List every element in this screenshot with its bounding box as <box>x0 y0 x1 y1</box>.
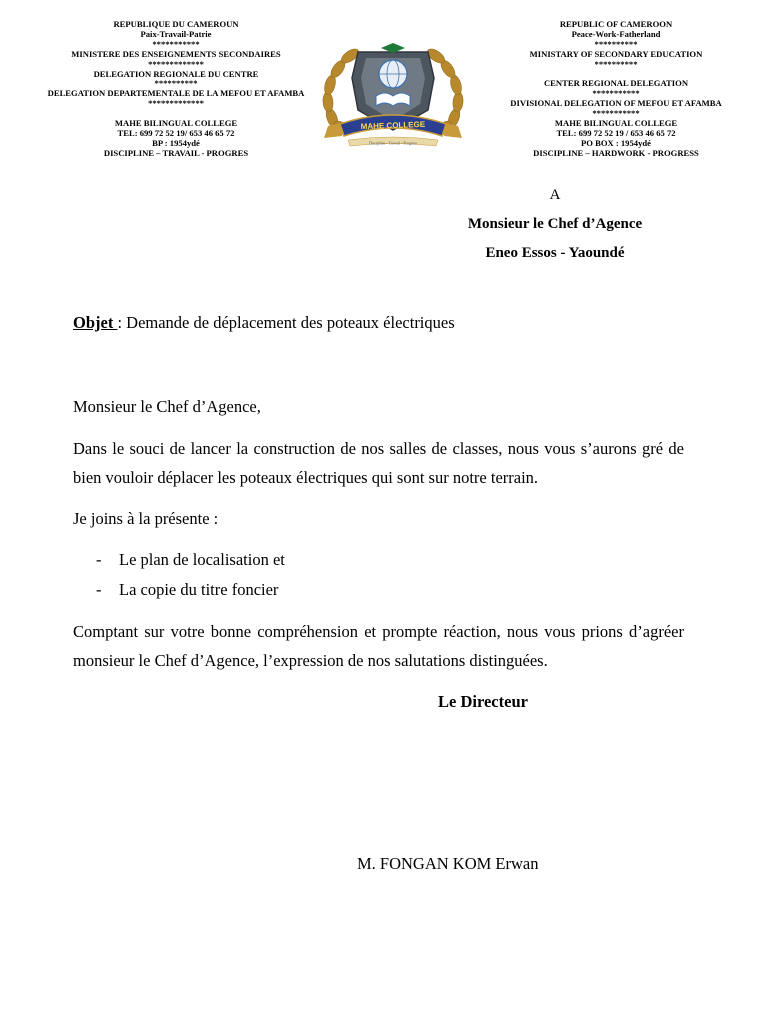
school-phone-en: TEL: 699 72 52 19 / 653 46 65 72 <box>556 127 676 138</box>
regional-delegation-en: CENTER REGIONAL DELEGATION <box>543 78 689 89</box>
list-item <box>96 550 285 570</box>
separator: ************* <box>148 58 204 69</box>
recipient-org: Eneo Essos - Yaoundé <box>485 245 625 261</box>
school-po-box-en: PO BOX : 1954ydé <box>581 137 651 148</box>
ministry-en: MINISTARY OF SECONDARY EDUCATION <box>529 48 703 59</box>
logo-motto-text: Discipline - Travail - Progress <box>368 140 418 146</box>
signatory-name: M. FONGAN KOM Erwan <box>357 854 539 873</box>
motto-fr: Paix-Travail-Patrie <box>140 28 212 39</box>
school-name-en: MAHE BILINGUAL COLLEGE <box>554 118 678 129</box>
recipient-title: Monsieur le Chef d’Agence <box>467 216 643 232</box>
separator: *********** <box>592 88 640 99</box>
separator: *********** <box>152 38 200 49</box>
list-item-text: Le plan de localisation et <box>119 550 285 569</box>
logo-banner-text: MAHE COLLEGE <box>360 119 426 132</box>
header-right <box>468 20 764 159</box>
paragraph-request: Dans le souci de lancer la construction de nos salles de classes, nous vous s’aurons gré de bien vouloir déplacer les poteaux électriques qui sont sur notre terrain. <box>73 439 684 487</box>
school-name-fr: MAHE BILINGUAL COLLEGE <box>114 118 238 129</box>
divisional-delegation-en: DIVISIONAL DELEGATION OF MEFOU ET AFAMBA <box>510 98 722 109</box>
recipient-prefix: A <box>549 187 561 203</box>
separator: ************* <box>148 98 204 109</box>
country-fr: REPUBLIQUE DU CAMEROUN <box>113 19 239 29</box>
list-bullet: - <box>96 580 102 599</box>
school-slogan-en: DISCIPLINE – HARDWORK - PROGRESS <box>533 147 699 158</box>
divisional-delegation-fr: DELEGATION DEPARTEMENTALE DE LA MEFOU ET AFAMBA <box>47 88 305 99</box>
motto-en: Peace-Work-Fatherland <box>571 28 661 39</box>
signatory-role: Le Directeur <box>438 692 528 711</box>
header-left <box>20 20 332 159</box>
school-po-box-fr: BP : 1954ydé <box>152 137 200 148</box>
list-item <box>96 580 278 600</box>
paragraph-closing: Comptant sur votre bonne compréhension et prompte réaction, nous vous prions d’agréer monsieur le Chef d’Agence, l’expression de nos salutations distinguées. <box>73 622 684 670</box>
subject-line <box>73 313 455 333</box>
subject-label: Objet <box>73 313 118 332</box>
separator: ********** <box>594 38 638 49</box>
separator: *********** <box>592 108 640 119</box>
school-phone-fr: TEL: 699 72 52 19/ 653 46 65 72 <box>117 127 235 138</box>
ministry-fr: MINISTERE DES ENSEIGNEMENTS SECONDAIRES <box>71 48 281 59</box>
school-slogan-fr: DISCIPLINE – TRAVAIL - PROGRES <box>103 147 249 158</box>
salutation: Monsieur le Chef d’Agence, <box>73 397 261 416</box>
paragraph-attachments: Je joins à la présente : <box>73 509 219 528</box>
subject-text: : Demande de déplacement des poteaux électriques <box>117 313 455 332</box>
regional-delegation-fr: DELEGATION REGIONALE DU CENTRE <box>93 68 259 79</box>
separator: ********** <box>594 58 638 69</box>
school-logo <box>318 38 468 150</box>
list-item-text: La copie du titre foncier <box>119 580 279 599</box>
separator: ********** <box>154 78 198 89</box>
country-en: REPUBLIC OF CAMEROON <box>559 19 673 29</box>
list-bullet: - <box>96 550 102 569</box>
